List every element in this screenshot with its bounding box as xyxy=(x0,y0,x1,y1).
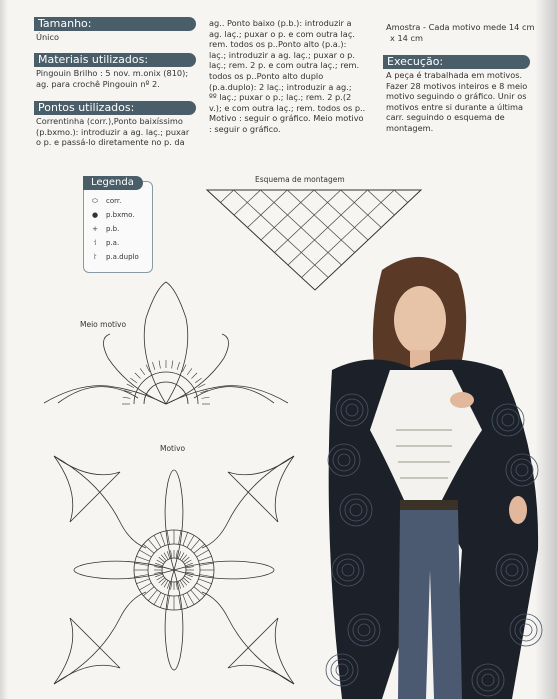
amostra-line: Amostra - Cada motivo mede 14 cm xyxy=(386,22,535,32)
tamanho-text: Único xyxy=(36,32,59,42)
pontos-cont-line: (p.a.duplo): 2 laç.; introduzir a ag.; xyxy=(209,81,352,92)
pontos-line: o p. e passá-lo diretamente no p. da xyxy=(36,137,185,148)
pontos-cont-line: ag. laç.; puxar o p. e com outra laç. xyxy=(209,28,355,39)
execucao-line: montagem. xyxy=(386,122,434,133)
legend-item-pa xyxy=(84,238,154,249)
half-motif-chart xyxy=(38,278,294,418)
legend-item-corr xyxy=(84,196,154,207)
execucao-line: carr. seguindo o esquema de xyxy=(386,112,505,123)
slip-stitch-icon: ● xyxy=(91,211,99,219)
full-motif-chart xyxy=(50,452,300,692)
execucao-line: motivos entre si durante a última xyxy=(386,101,523,112)
materiais-heading: Materiais utilizados: xyxy=(34,53,196,67)
pontos-heading: Pontos utilizados: xyxy=(34,101,196,115)
materiais-line: ag. para crochê Pingouin nº 2. xyxy=(36,78,160,89)
legend-label: corr. xyxy=(106,197,122,205)
legend-item-pb xyxy=(84,224,154,235)
execucao-heading: Execução: xyxy=(383,55,530,69)
motivo-label: Motivo xyxy=(160,444,186,453)
pontos-line: (p.bxmo.): introduzir a ag. laç.; puxar xyxy=(36,126,190,137)
pontos-cont-line: ºº laç.; puxar o p.; laç.; rem. 2 p.(2 xyxy=(209,92,352,103)
amostra-text xyxy=(386,22,534,43)
execucao-line: motivo seguindo o gráfico. Unir os xyxy=(386,91,527,102)
legend-item-paduplo xyxy=(84,252,154,263)
execucao-text xyxy=(386,70,527,134)
legend-item-pbxmo xyxy=(84,210,154,221)
pontos-text xyxy=(36,116,189,148)
pontos-line: Correntinha (corr.),Ponto baixíssimo xyxy=(36,116,183,126)
treble-crochet-icon: ⸷ xyxy=(93,253,97,261)
pontos-cont-line: ag.. Ponto baixo (p.b.): introduzir a xyxy=(209,18,352,28)
legend-label: p.bxmo. xyxy=(106,211,135,219)
legend-box xyxy=(83,177,153,273)
pontos-cont-line: todos os p..Ponto alto duplo xyxy=(209,70,324,81)
amostra-line: x 14 cm xyxy=(390,32,423,43)
tamanho-heading: Tamanho: xyxy=(34,17,196,31)
single-crochet-icon: + xyxy=(92,225,98,233)
chain-stitch-icon: ⬭ xyxy=(92,197,98,205)
legend-label: p.b. xyxy=(106,225,120,233)
materiais-text xyxy=(36,68,188,89)
legend-label: p.a.duplo xyxy=(106,253,139,261)
pontos-continued-text xyxy=(209,18,365,135)
pontos-cont-line: laç.; introduzir a ag. laç.; puxar o p. xyxy=(209,49,355,60)
meio-motivo-label: Meio motivo xyxy=(80,320,127,329)
pontos-cont-line: : seguir o gráfico. xyxy=(209,123,281,134)
execucao-line: Fazer 28 motivos inteiros e 8 meio xyxy=(386,80,528,91)
double-crochet-icon: ⸶ xyxy=(93,239,97,247)
legend-label: p.a. xyxy=(106,239,120,247)
legend-title: Legenda xyxy=(83,176,143,190)
pontos-cont-line: Motivo : seguir o gráfico. Meio motivo xyxy=(209,113,364,124)
esquema-label: Esquema de montagem xyxy=(255,175,345,184)
page-spine-shadow xyxy=(0,0,8,699)
pontos-cont-line: rem. todos os p..Ponto alto (p.a.): xyxy=(209,39,347,50)
materiais-line: Pingouin Brilho : 5 nov. m.onix (810); xyxy=(36,68,189,78)
pontos-cont-line: laç.; rem. 2 p. e com outra laç.; rem. xyxy=(209,60,360,71)
pontos-cont-line: v.); e com outra laç.; rem. todos os p.. xyxy=(209,102,366,113)
execucao-line: A peça é trabalhada em motivos. xyxy=(386,70,523,80)
model-photo xyxy=(312,250,544,699)
